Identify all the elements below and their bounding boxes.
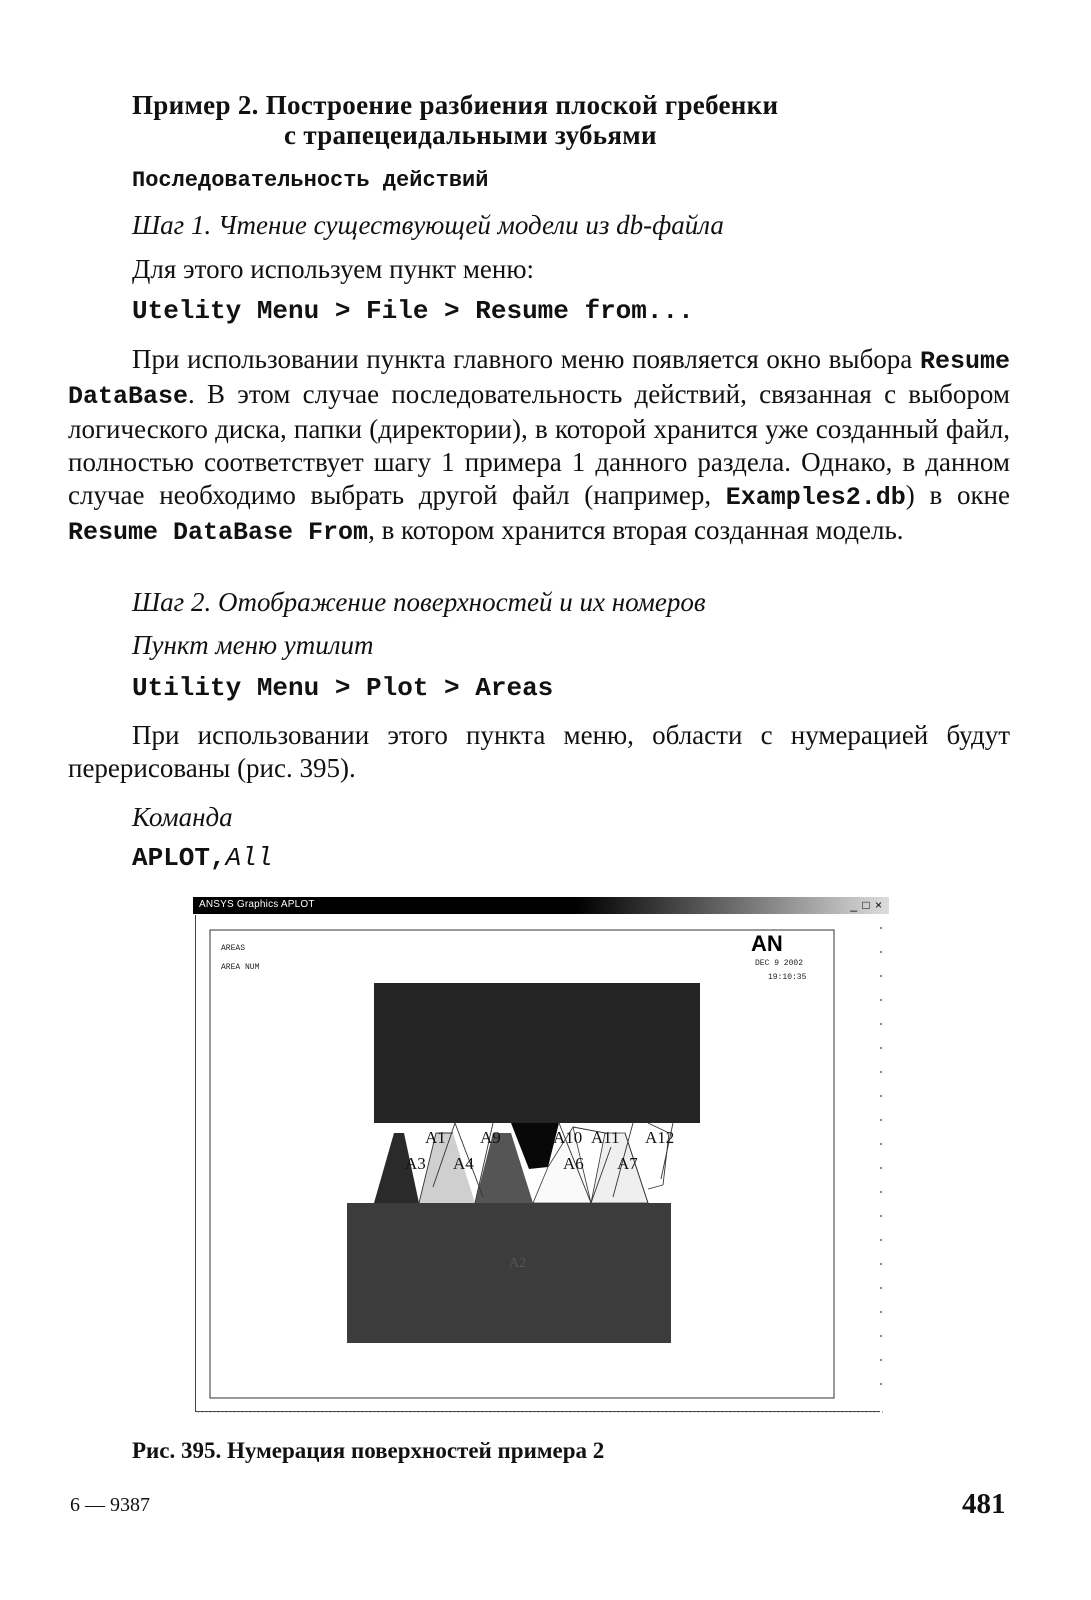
- paragraph-2: При использовании этого пункта меню, области с нумерацией будут перерисованы (рис. 395).: [68, 720, 1010, 783]
- plot-corner-area-num: AREA NUM: [221, 963, 260, 972]
- example-title: [132, 90, 932, 150]
- step1-heading: Шаг 1. Чтение существующей модели из db-файла: [132, 210, 724, 240]
- areas-plot: [193, 897, 889, 1415]
- para1-mono-3: Resume DataBase From: [68, 518, 369, 547]
- title-line-2: с трапецеидальными зубьями: [284, 120, 657, 150]
- ansys-graphics-figure: [193, 897, 889, 1415]
- para1-mono-1: Resume DataBase: [68, 347, 1010, 411]
- para1-text-1: При использовании пункта главного меню появляется окно выбора: [132, 344, 920, 374]
- step2-heading: Шаг 2. Отображение поверхностей и их номеров: [132, 587, 706, 617]
- step1-intro: Для этого используем пункт меню:: [132, 254, 535, 284]
- figure-caption: Рис. 395. Нумерация поверхностей примера 2: [132, 1438, 605, 1463]
- plot-corner-areas: AREAS: [221, 944, 246, 953]
- title-line-1: Пример 2. Построение разбиения плоской гребенки: [132, 90, 779, 120]
- para1-mono-2: Examples2.db: [725, 483, 906, 512]
- command-line: [132, 843, 272, 873]
- footer-signature: 6 — 9387: [70, 1494, 150, 1516]
- ansys-logo-icon: AN: [751, 931, 783, 956]
- step1-menu-path: Utelity Menu > File > Resume from...: [132, 296, 694, 326]
- area-top-block: [374, 983, 700, 1123]
- plot-date: DEC 9 2002: [755, 959, 804, 968]
- area-label-a4: A4: [453, 1154, 474, 1173]
- command-name: APLOT,: [132, 843, 226, 873]
- command-label: Команда: [132, 802, 233, 832]
- area-label-a10: A10: [553, 1128, 583, 1147]
- step2-menu-path: Utility Menu > Plot > Areas: [132, 673, 554, 703]
- para1-text-4: , в котором хранится вторая созданная модель.: [368, 515, 904, 545]
- section-heading: Последовательность действий: [132, 168, 489, 193]
- step2-sub: Пункт меню утилит: [132, 630, 374, 660]
- window-title: ANSYS Graphics APLOT: [199, 899, 315, 910]
- command-arg: All: [225, 843, 273, 873]
- area-label-a11: A11: [591, 1128, 620, 1147]
- area-label-a2: A2: [509, 1256, 527, 1271]
- window-controls-icon: _ □ ×: [850, 898, 883, 912]
- area-bottom-block: [347, 1203, 671, 1343]
- plot-time: 19:10:35: [768, 973, 807, 982]
- area-label-a12: A12: [645, 1128, 675, 1147]
- para1-text-3: ) в окне: [905, 480, 1010, 510]
- area-label-a6: A6: [563, 1154, 584, 1173]
- area-label-a9: A9: [480, 1128, 501, 1147]
- area-label-a3: A3: [405, 1154, 426, 1173]
- paragraph-1: [68, 343, 1010, 549]
- para1-text-2: . В этом случае последовательность действий, связанная с выбором логического диска, папки (директории), в которой хранится уже созданный файл, полностью соответствует шагу 1 примера 1 данного раздела. Однако, в данном случае необходимо выбрать другой файл (например,: [68, 379, 1010, 510]
- area-label-a1: A1: [425, 1128, 446, 1147]
- page-number: 481: [962, 1488, 1006, 1520]
- area-label-a7: A7: [617, 1154, 638, 1173]
